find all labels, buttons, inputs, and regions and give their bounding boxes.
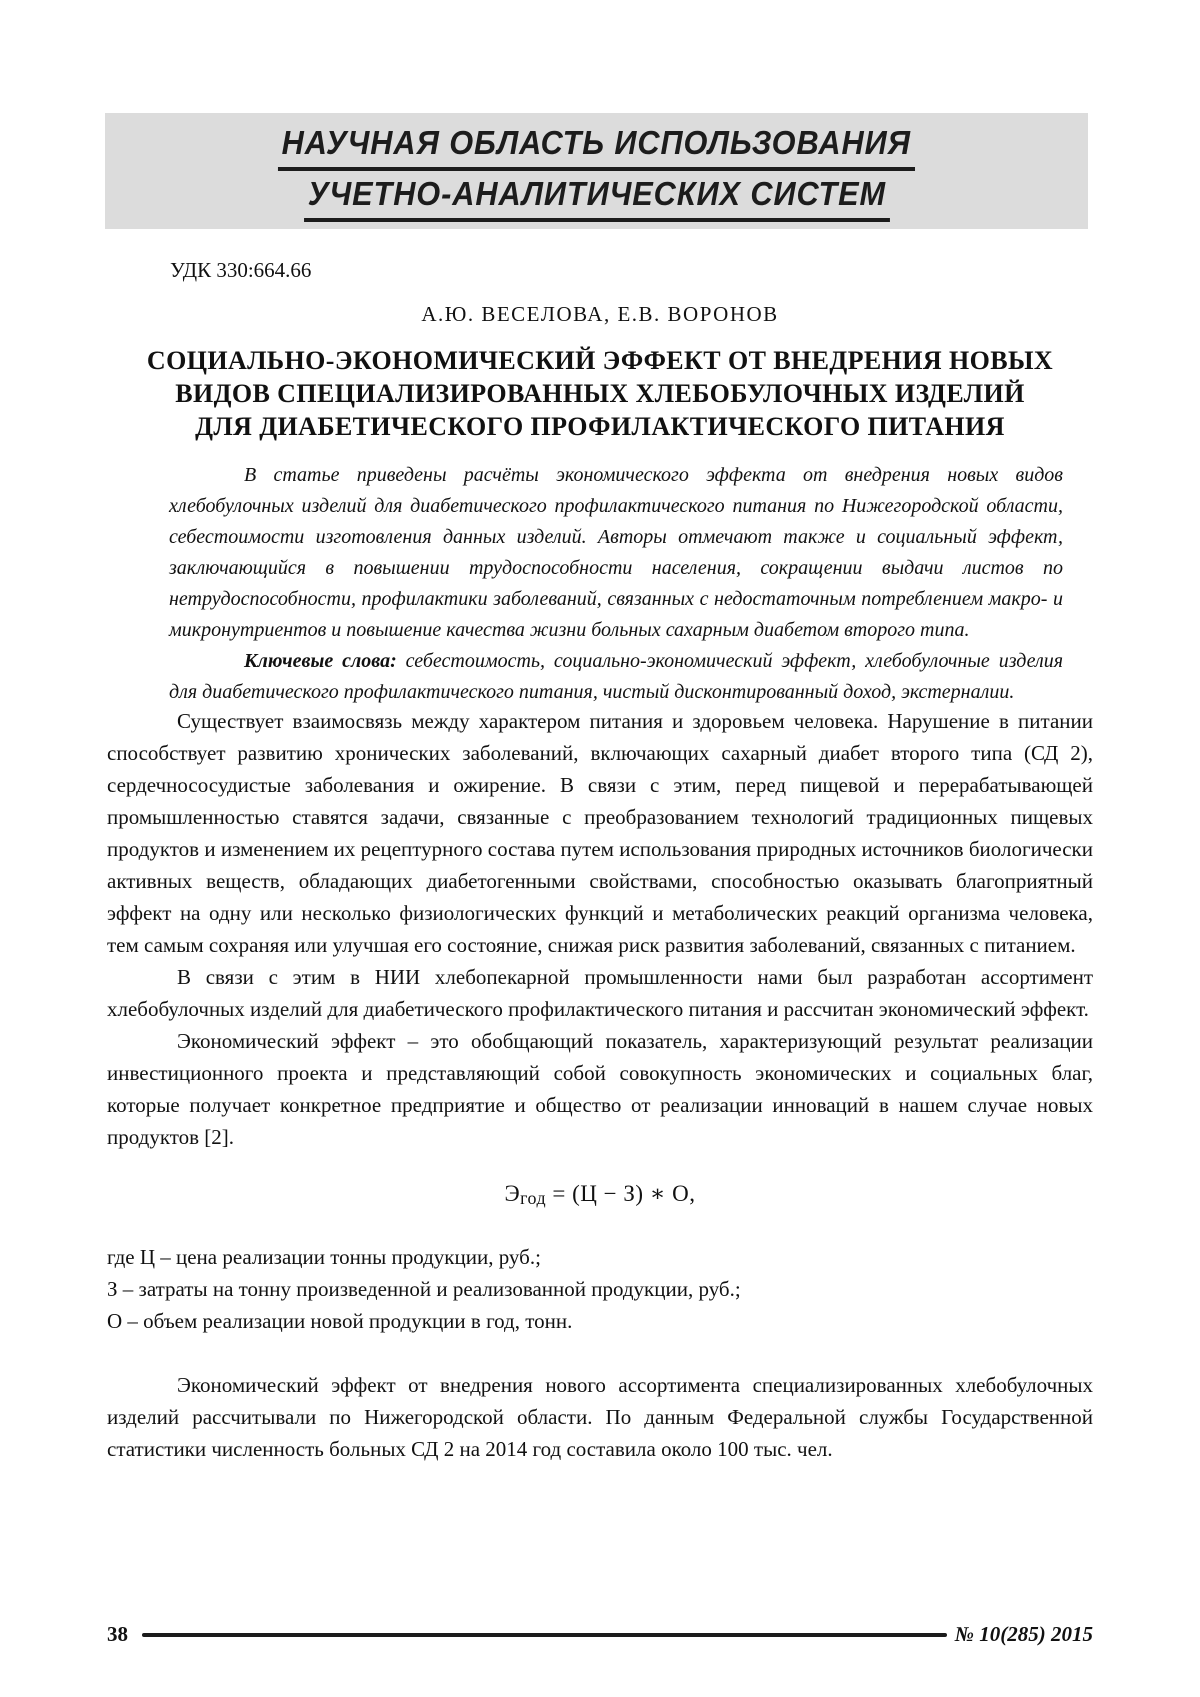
section-header-banner xyxy=(105,113,1088,229)
formula-definitions xyxy=(107,1241,1093,1337)
definition-costs: З – затраты на тонну произведенной и реализованной продукции, руб.; xyxy=(107,1277,741,1301)
body-paragraph-3: Экономический эффект – это обобщающий показатель, характеризующий результат реализации инвестиционного проекта и представляющий собой совокупность экономических и социальных благ, которые получает конкретное предприятие и общество от реализации инноваций в нашем случае новых продуктов [2]. xyxy=(107,1029,1093,1149)
body-paragraph-2: В связи с этим в НИИ хлебопекарной промышленности нами был разработан ассортимент хлебобулочных изделий для диабетического профилактического питания и рассчитан экономический эффект. xyxy=(107,965,1093,1021)
abstract-block xyxy=(107,460,1093,708)
formula-subscript: год xyxy=(520,1188,547,1208)
formula-lhs: Э xyxy=(504,1181,521,1206)
footer-rule xyxy=(142,1633,947,1637)
page-footer xyxy=(107,1622,1093,1647)
article-title-line-1: СОЦИАЛЬНО-ЭКОНОМИЧЕСКИЙ ЭФФЕКТ ОТ ВНЕДРЕНИЯ НОВЫХ xyxy=(146,346,1054,375)
page-number: 38 xyxy=(107,1622,128,1646)
body-paragraph-1: Существует взаимосвязь между характером питания и здоровьем человека. Нарушение в питании способствует развитию хронических заболеваний, включающих сахарный диабет второго типа (СД 2), сердечнососудистые заболевания и ожирение. В связи с этим, перед пищевой и перерабатывающей промышленностью ставятся задачи, связанные с преобразованием технологий традиционных пищевых продуктов и изменением их рецептурного состава путем использования природных источников биологически активных веществ, обладающих диабетогенными свойствами, способностью оказывать благоприятный эффект на одну или несколько физиологических функций и метаболических реакций организма человека, тем самым сохраняя или улучшая его состояние, снижая риск развития заболеваний, связанных с питанием. xyxy=(107,709,1093,957)
udc-code: УДК 330:664.66 xyxy=(170,258,312,282)
banner-line-1-text: НАУЧНАЯ ОБЛАСТЬ ИСПОЛЬЗОВАНИЯ xyxy=(278,120,915,171)
formula-rhs: = (Ц − З) ∗ О, xyxy=(546,1181,696,1206)
authors-line: А.Ю. ВЕСЕЛОВА, Е.В. ВОРОНОВ xyxy=(421,302,779,326)
article-title xyxy=(107,344,1093,443)
keywords-label: Ключевые слова: xyxy=(244,650,397,672)
article-body xyxy=(107,705,1093,1465)
banner-line-2 xyxy=(105,171,1088,222)
definition-price: где Ц – цена реализации тонны продукции, руб.; xyxy=(107,1245,541,1269)
article-title-line-2: ВИДОВ СПЕЦИАЛИЗИРОВАННЫХ ХЛЕБОБУЛОЧНЫХ ИЗДЕЛИЙ xyxy=(175,379,1025,408)
issue-number: № 10(285) 2015 xyxy=(954,1622,1093,1646)
formula-annual-effect xyxy=(107,1178,1093,1214)
keywords-paragraph xyxy=(169,646,1063,708)
definition-volume: О – объем реализации новой продукции в год, тонн. xyxy=(107,1309,573,1333)
keywords-text: себестоимость, социально-экономический эффект, хлебобулочные изделия для диабетического профилактического питания, чистый дисконтированный доход, экстерналии. xyxy=(169,650,1064,703)
article-title-line-3: ДЛЯ ДИАБЕТИЧЕСКОГО ПРОФИЛАКТИЧЕСКОГО ПИТАНИЯ xyxy=(195,412,1005,441)
banner-line-1 xyxy=(105,120,1088,171)
abstract-paragraph: В статье приведены расчёты экономического эффекта от внедрения новых видов хлебобулочных изделий для диабетического профилактического питания по Нижегородской области, себестоимости изготовления данных изделий. Авторы отмечают также и социальный эффект, заключающийся в повышении трудоспособности населения, сокращении выдачи листов по нетрудоспособности, профилактики заболеваний, связанных с недостаточным потреблением макро- и микронутриентов и повышение качества жизни больных сахарным диабетом второго типа. xyxy=(169,464,1063,641)
closing-paragraph: Экономический эффект от внедрения нового ассортимента специализированных хлебобулочных изделий рассчитывали по Нижегородской области. По данным Федеральной службы Государственной статистики численность больных СД 2 на 2014 год составила около 100 тыс. чел. xyxy=(107,1373,1093,1461)
banner-line-2-text: УЧЕТНО-АНАЛИТИЧЕСКИХ СИСТЕМ xyxy=(304,171,890,222)
